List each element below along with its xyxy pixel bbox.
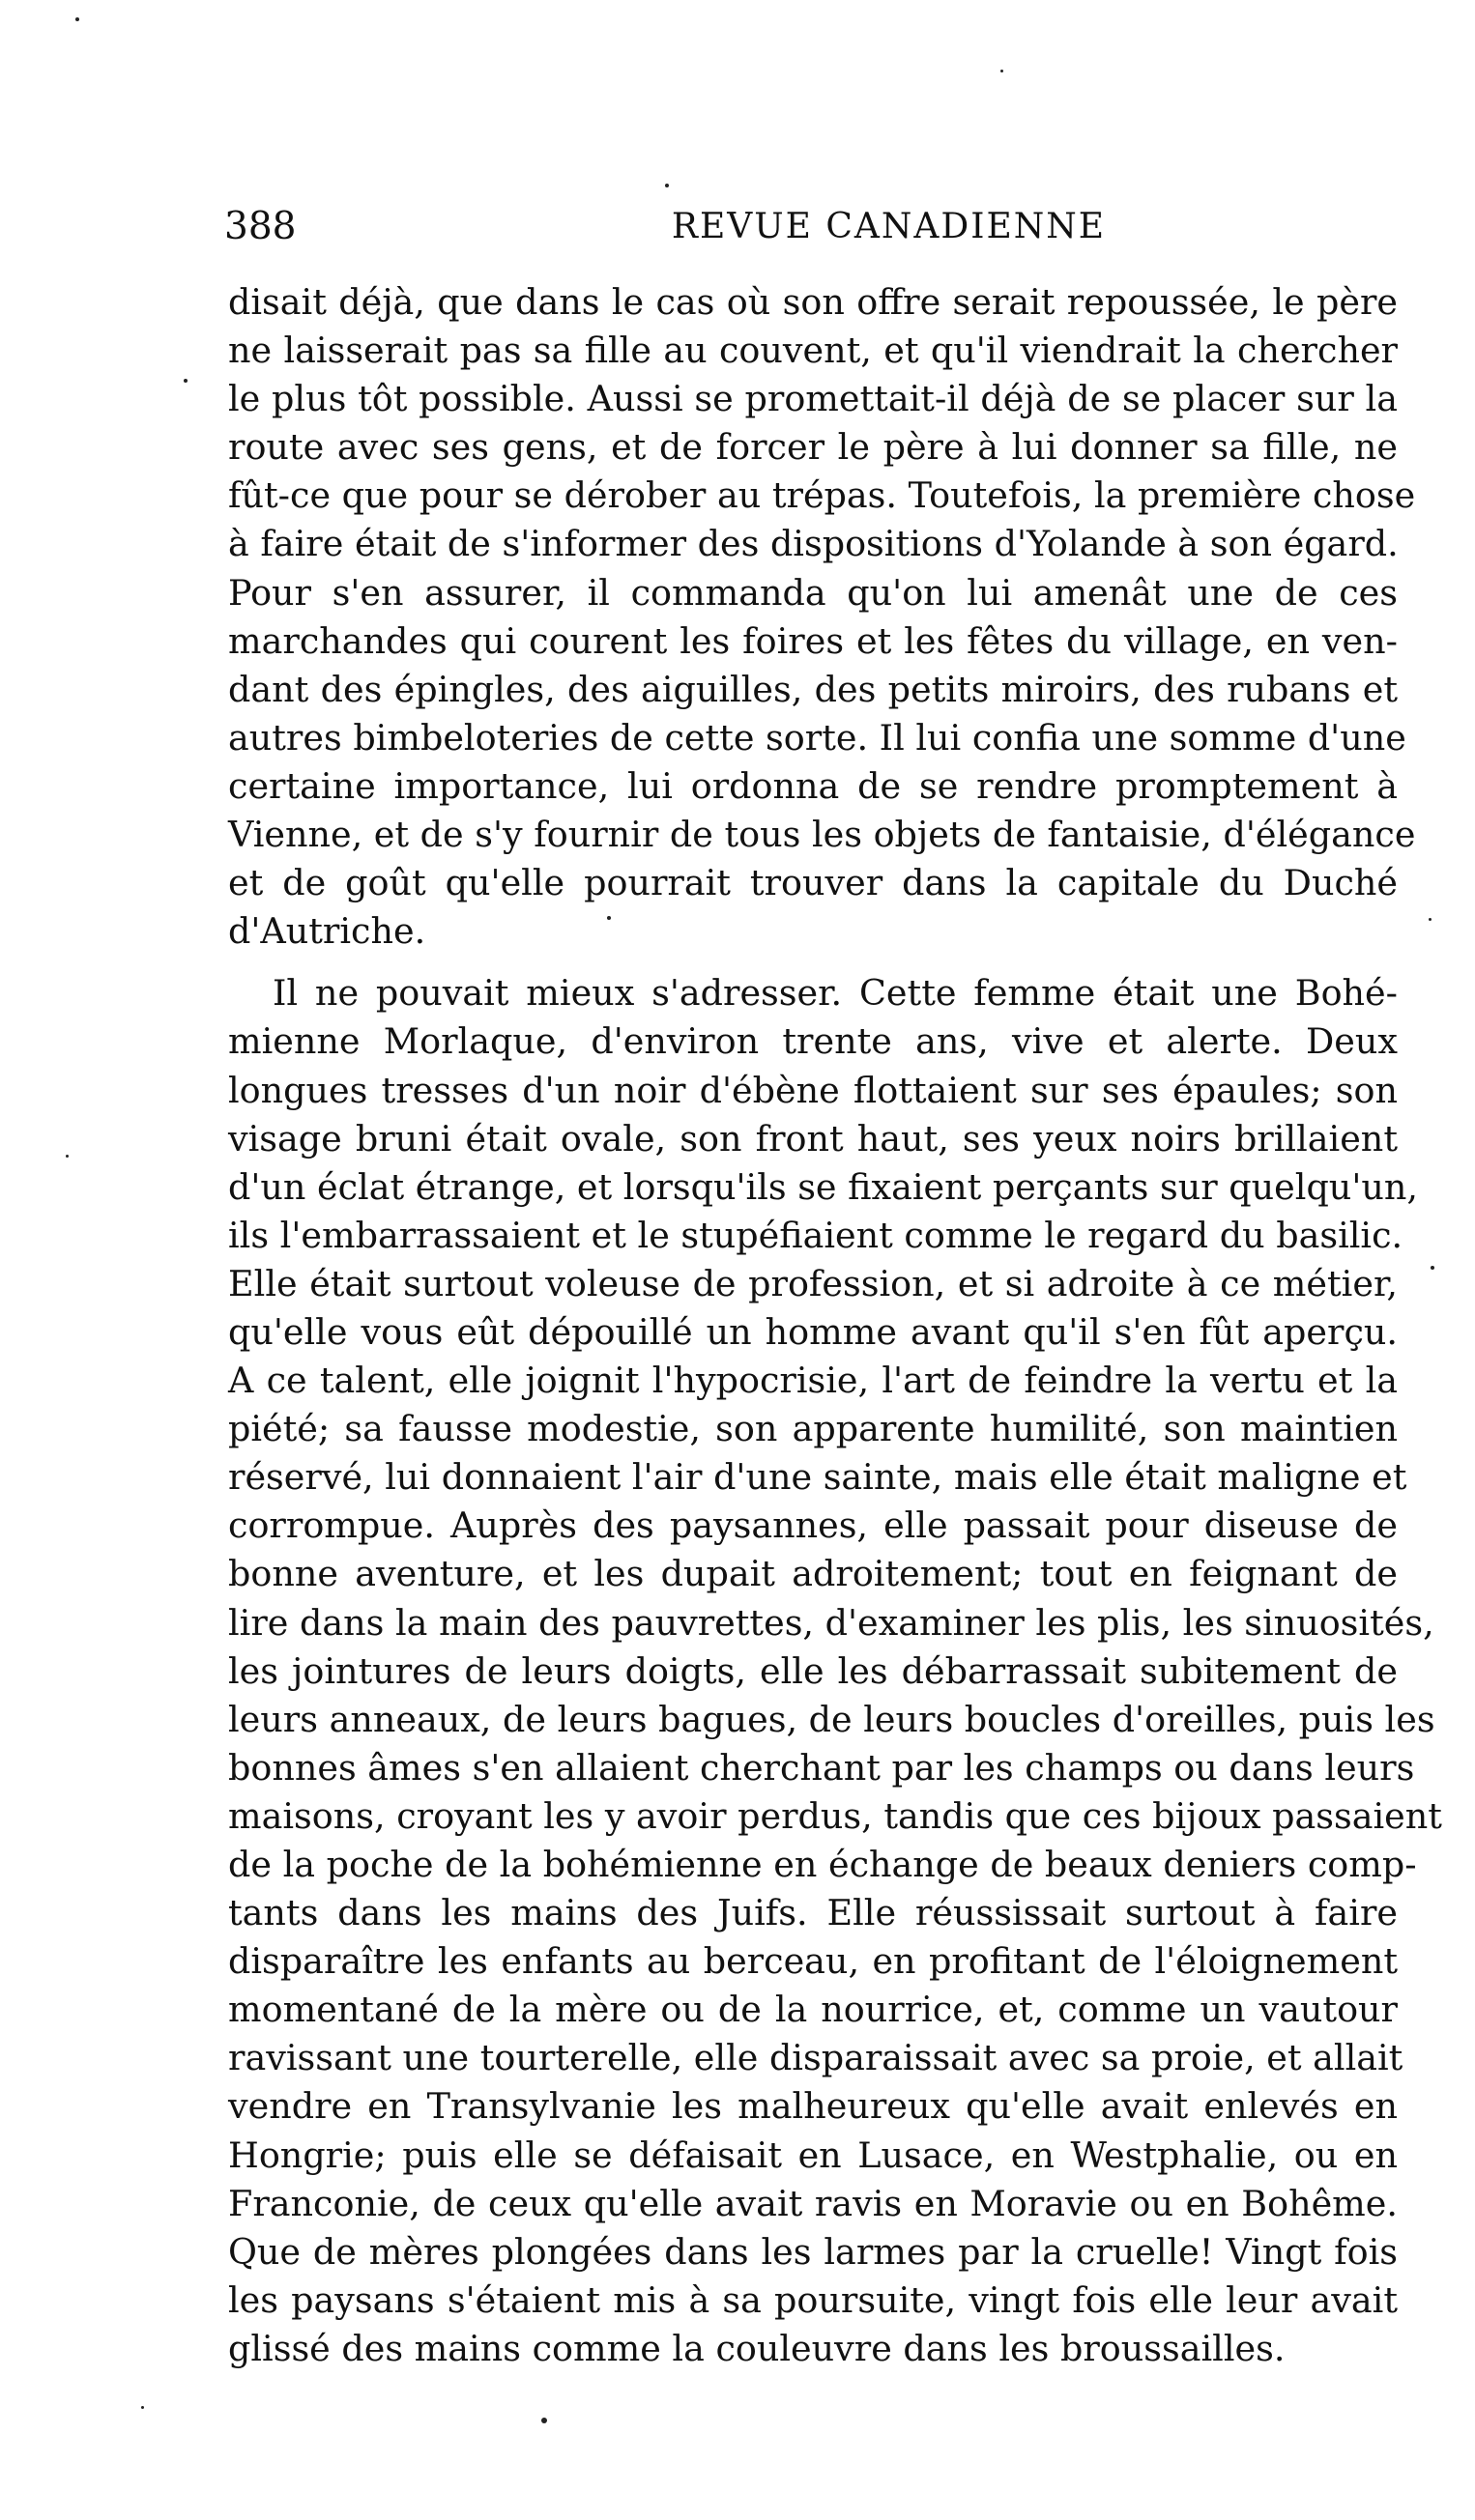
- text-line: tants dans les mains des Juifs. Elle réussissait surtout à faire: [228, 1892, 1398, 1934]
- body-text: [228, 278, 1442, 2373]
- text-line: disparaître les enfants au berceau, en profitant de l'éloignement: [228, 1940, 1398, 1983]
- text-line: glissé des mains comme la couleuvre dans les broussailles.: [228, 2327, 1286, 2369]
- text-line: autres bimbeloteries de cette sorte. Il lui confia une somme d'une: [228, 716, 1406, 759]
- scan-speck: [75, 17, 79, 21]
- journal-title: REVUE CANADIENNE: [671, 207, 1107, 246]
- text-line: Il ne pouvait mieux s'adresser. Cette femme était une Bohé-: [273, 972, 1398, 1015]
- text-line: qu'elle vous eût dépouillé un homme avant qu'il s'en fût aperçu.: [228, 1310, 1398, 1353]
- text-line: visage bruni était ovale, son front haut, ses yeux noirs brillaient: [228, 1117, 1398, 1160]
- text-line: vendre en Transylvanie les malheureux qu'elle avait enlevés en: [228, 2085, 1398, 2128]
- scan-speck: [1000, 70, 1003, 72]
- text-line: fût-ce que pour se dérober au trépas. Toutefois, la première chose: [228, 474, 1416, 517]
- text-line: leurs anneaux, de leurs bagues, de leurs boucles d'oreilles, puis les: [228, 1698, 1435, 1740]
- paragraph-2: [228, 969, 1442, 2373]
- text-line: A ce talent, elle joignit l'hypocrisie, l'art de feindre la vertu et la: [228, 1360, 1398, 1402]
- text-line: disait déjà, que dans le cas où son offre serait repoussée, le père: [228, 281, 1398, 323]
- text-line: lire dans la main des pauvrettes, d'examiner les plis, les sinuosités,: [228, 1601, 1434, 1644]
- text-line: piété; sa fausse modestie, son apparente humilité, son maintien: [228, 1408, 1398, 1450]
- text-line: ravissant une tourterelle, elle disparaissait avec sa proie, et allait: [228, 2037, 1403, 2079]
- text-line: d'un éclat étrange, et lorsqu'ils se fixaient perçants sur quelqu'un,: [228, 1165, 1418, 1208]
- scan-speck: [1429, 918, 1432, 921]
- text-line: les jointures de leurs doigts, elle les débarrassait subitement de: [228, 1649, 1398, 1692]
- text-line: maisons, croyant les y avoir perdus, tandis que ces bijoux passaient: [228, 1794, 1442, 1837]
- running-head: [224, 198, 1408, 256]
- text-line: longues tresses d'un noir d'ébène flottaient sur ses épaules; son: [228, 1069, 1398, 1111]
- text-line: Pour s'en assurer, il commanda qu'on lui amenât une de ces: [228, 571, 1398, 614]
- scan-speck: [141, 2406, 144, 2409]
- text-line: dant des épingles, des aiguilles, des petits miroirs, des rubans et: [228, 668, 1398, 710]
- text-line: de la poche de la bohémienne en échange de beaux deniers comp-: [228, 1844, 1417, 1885]
- scan-speck: [607, 916, 611, 920]
- text-line: d'Autriche.: [228, 910, 426, 953]
- text-line: ne laisserait pas sa fille au couvent, et qu'il viendrait la chercher: [228, 329, 1398, 372]
- text-line: Franconie, de ceux qu'elle avait ravis en Moravie ou en Bohême.: [228, 2182, 1398, 2224]
- text-line: Vienne, et de s'y fournir de tous les objets de fantaisie, d'élégance: [228, 814, 1416, 856]
- text-line: le plus tôt possible. Aussi se promettait-il déjà de se placer sur la: [228, 378, 1398, 420]
- text-line: certaine importance, lui ordonna de se rendre promptement à: [228, 764, 1398, 807]
- text-line: mienne Morlaque, d'environ trente ans, vive et alerte. Deux: [228, 1020, 1398, 1063]
- text-line: réservé, lui donnaient l'air d'une sainte, mais elle était maligne et: [228, 1456, 1407, 1499]
- scan-speck: [1431, 1266, 1434, 1270]
- text-line: ils l'embarrassaient et le stupéfiaient comme le regard du basilic.: [228, 1214, 1403, 1256]
- scan-speck: [541, 2418, 547, 2423]
- text-line: à faire était de s'informer des dispositions d'Yolande à son égard.: [228, 523, 1399, 565]
- text-line: Hongrie; puis elle se défaisait en Lusace, en Westphalie, ou en: [228, 2133, 1398, 2176]
- scan-speck: [665, 184, 669, 187]
- text-line: momentané de la mère ou de la nourrice, et, comme un vautour: [228, 1989, 1398, 2031]
- text-line: bonnes âmes s'en allaient cherchant par les champs ou dans leurs: [228, 1746, 1415, 1789]
- text-line: les paysans s'étaient mis à sa poursuite, vingt fois elle leur avait: [228, 2278, 1398, 2321]
- scan-speck: [66, 1155, 69, 1158]
- text-line: et de goût qu'elle pourrait trouver dans la capitale du Duché: [228, 862, 1398, 904]
- text-line: bonne aventure, et les dupait adroitement; tout en feignant de: [228, 1553, 1398, 1595]
- text-line: corrompue. Auprès des paysannes, elle passait pour diseuse de: [228, 1504, 1398, 1547]
- page-number: 388: [224, 205, 297, 248]
- text-line: Que de mères plongées dans les larmes par la cruelle! Vingt fois: [228, 2230, 1398, 2273]
- scan-speck: [184, 379, 188, 383]
- text-line: route avec ses gens, et de forcer le père à lui donner sa fille, ne: [228, 426, 1398, 469]
- text-line: marchandes qui courent les foires et les fêtes du village, en ven-: [228, 619, 1398, 662]
- text-line: Elle était surtout voleuse de profession, et si adroite à ce métier,: [228, 1262, 1398, 1304]
- paragraph-1: [228, 278, 1416, 956]
- paragraph-gap: [228, 956, 1398, 969]
